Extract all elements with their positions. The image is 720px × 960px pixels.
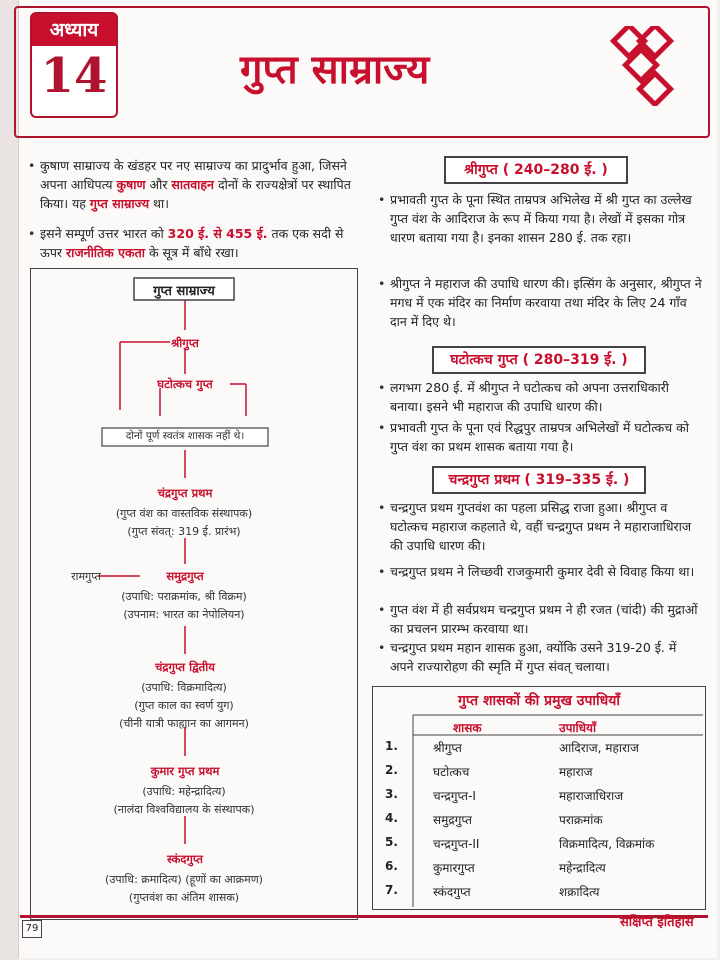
node-chandragupta-1: चंद्रगुप्त प्रथम	[157, 486, 213, 500]
sec1-bullet-2: • श्रीगुप्त ने महाराज की उपाधि धारण की। इत्सिंग के अनुसार, श्रीगुप्त ने मगध में एक मंदिर का निर्माण करवाया तथा मंदिर के लिए 24 गाँव दान में दिए थे।	[390, 274, 702, 331]
section-head-ghatotkacha: घटोत्कच गुप्त ( 280–319 ई. )	[432, 346, 646, 374]
table-row-ruler: चन्द्रगुप्त-I	[433, 789, 476, 803]
table-row-ruler: कुमारगुप्त	[433, 861, 475, 875]
table-row-title: महेन्द्रादित्य	[559, 861, 606, 875]
table-row-ruler: स्कंदगुप्त	[433, 885, 471, 899]
chapter-number: 14	[40, 48, 108, 104]
titles-table	[372, 686, 706, 910]
table-row-title: महाराज	[559, 765, 593, 779]
sec2-bullet-2: • प्रभावती गुप्त के पूना एवं रिद्धपुर ताम्रपत्र अभिलेखों में घटोत्कच को गुप्त वंश का प्रथम शासक बताया गया है।	[390, 418, 702, 456]
table-row-title: महाराजाधिराज	[559, 789, 624, 803]
table-row-title: शक्रादित्य	[559, 885, 600, 899]
node-not-independent: दोनों पूर्ण स्वतंत्र शासक नहीं थे।	[125, 430, 245, 442]
table-row-number: 2.	[385, 763, 398, 777]
col-header-ruler: शासक	[453, 721, 482, 735]
diamond-ornament-icon	[600, 26, 680, 106]
intro-bullet-1: • कुषाण साम्राज्य के खंडहर पर नए साम्राज्य का प्रादुर्भाव हुआ, जिसने अपना आधिपत्य कुषाण और सातवाहन दोनों के राज्यक्षेत्रों पर स्थापित किया। यह गुप्त साम्राज्य था।	[40, 156, 356, 213]
sec3-bullet-2: • चन्द्रगुप्त प्रथम ने लिच्छवी राजकुमारी कुमार देवी से विवाह किया था।	[390, 562, 702, 581]
section-head-sri-gupta: श्रीगुप्त ( 240–280 ई. )	[444, 156, 628, 184]
node-kumaragupta: कुमार गुप्त प्रथम	[150, 764, 220, 778]
skg-sub1: (उपाधि: क्रमादित्य) (हूणों का आक्रमण)	[105, 873, 263, 886]
table-row-number: 5.	[385, 835, 398, 849]
table-row-title: पराक्रमांक	[559, 813, 603, 827]
table-row-number: 3.	[385, 787, 398, 801]
sg-sub1: (उपाधि: पराक्रमांक, श्री विक्रम)	[121, 590, 247, 603]
sec3-bullet-1: • चन्द्रगुप्त प्रथम गुप्तवंश का पहला प्रसिद्ध राजा हुआ। श्रीगुप्त व घटोत्कच महाराज कहलाते थे, वहीं चन्द्रगुप्त प्रथम ने महाराजाधिराज की उपाधि धारण की।	[390, 498, 702, 555]
page-number: 79	[22, 920, 42, 938]
node-ramgupta: रामगुप्त	[71, 570, 101, 583]
table-row-title: आदिराज, महाराज	[559, 741, 639, 755]
table-row-number: 6.	[385, 859, 398, 873]
sec3-bullet-3: • गुप्त वंश में ही सर्वप्रथम चन्द्रगुप्त प्रथम ने ही रजत (चांदी) की मुद्राओं का प्रचलन प्रारम्भ करवाया था।	[390, 600, 702, 638]
section-head-chandragupta-1: चन्द्रगुप्त प्रथम ( 319–335 ई. )	[432, 466, 646, 494]
table-row-ruler: घटोत्कच	[433, 765, 470, 779]
node-skandagupta: स्कंदगुप्त	[167, 852, 203, 866]
kg-sub1: (उपाधि: महेन्द्रादित्य)	[142, 785, 226, 798]
table-row-ruler: समुद्रगुप्त	[433, 813, 472, 827]
cg1-sub1: (गुप्त वंश का वास्तविक संस्थापक)	[115, 507, 253, 520]
cg2-sub2: (गुप्त काल का स्वर्ण युग)	[134, 699, 234, 712]
table-grid	[373, 687, 705, 909]
node-chandragupta-2: चंद्रगुप्त द्वितीय	[155, 660, 215, 674]
page-footer	[20, 915, 708, 938]
table-row-number: 7.	[385, 883, 398, 897]
table-title: गुप्त शासकों की प्रमुख उपाधियाँ	[457, 693, 621, 709]
chapter-word: अध्याय	[32, 14, 116, 46]
page-title: गुप्त साम्राज्य	[240, 46, 430, 93]
sec2-bullet-1: • लगभग 280 ई. में श्रीगुप्त ने घटोत्कच को अपना उत्तराधिकारी बनाया। इसने भी महाराज की उपाधि धारण की।	[390, 378, 702, 416]
node-ghatotkacha: घटोत्कच गुप्त	[157, 377, 213, 391]
table-row-ruler: चन्द्रगुप्त-II	[433, 837, 480, 851]
table-row-title: विक्रमादित्य, विक्रमांक	[559, 837, 655, 851]
node-sri-gupta: श्रीगुप्त	[171, 336, 199, 350]
chart-title: गुप्त साम्राज्य	[153, 284, 215, 299]
sec3-bullet-4: • चन्द्रगुप्त प्रथम महान शासक हुआ, क्योंकि उसने 319-20 ई. में अपने राज्यारोहण की स्मृति में गुप्त संवत् चलाया।	[390, 638, 702, 676]
book-name: संक्षिप्त इतिहास	[620, 915, 694, 930]
col-header-title: उपाधियाँ	[559, 721, 597, 735]
table-row-ruler: श्रीगुप्त	[433, 741, 462, 755]
table-row-number: 4.	[385, 811, 398, 825]
kg-sub2: (नालंदा विश्वविद्यालय के संस्थापक)	[113, 803, 255, 816]
intro-bullet-2: • इसने सम्पूर्ण उत्तर भारत को 320 ई. से 455 ई. तक एक सदी से ऊपर राजनीतिक एकता के सूत्र में बाँधे रखा।	[40, 224, 356, 262]
table-row-number: 1.	[385, 739, 398, 753]
skg-sub2: (गुप्तवंश का अंतिम शासक)	[128, 891, 240, 904]
cg2-sub1: (उपाधि: विक्रमादित्य)	[141, 681, 227, 694]
cg2-sub3: (चीनी यात्री फाह्यान का आगमन)	[119, 717, 249, 730]
cg1-sub2: (गुप्त संवत्: 319 ई. प्रारंभ)	[127, 525, 241, 538]
sg-sub2: (उपनाम: भारत का नेपोलियन)	[123, 608, 245, 621]
sec1-bullet-1: • प्रभावती गुप्त के पूना स्थित ताम्रपत्र अभिलेख में श्री गुप्त का उल्लेख गुप्त वंश के आदिराज के रूप में किया गया है। लेखों में इसका गोत्र धारण बताया गया है। इनका शासन 280 ई. तक रहा।	[390, 190, 702, 247]
book-spine	[0, 0, 18, 960]
chapter-badge	[30, 12, 118, 118]
node-samudragupta: समुद्रगुप्त	[166, 569, 204, 583]
